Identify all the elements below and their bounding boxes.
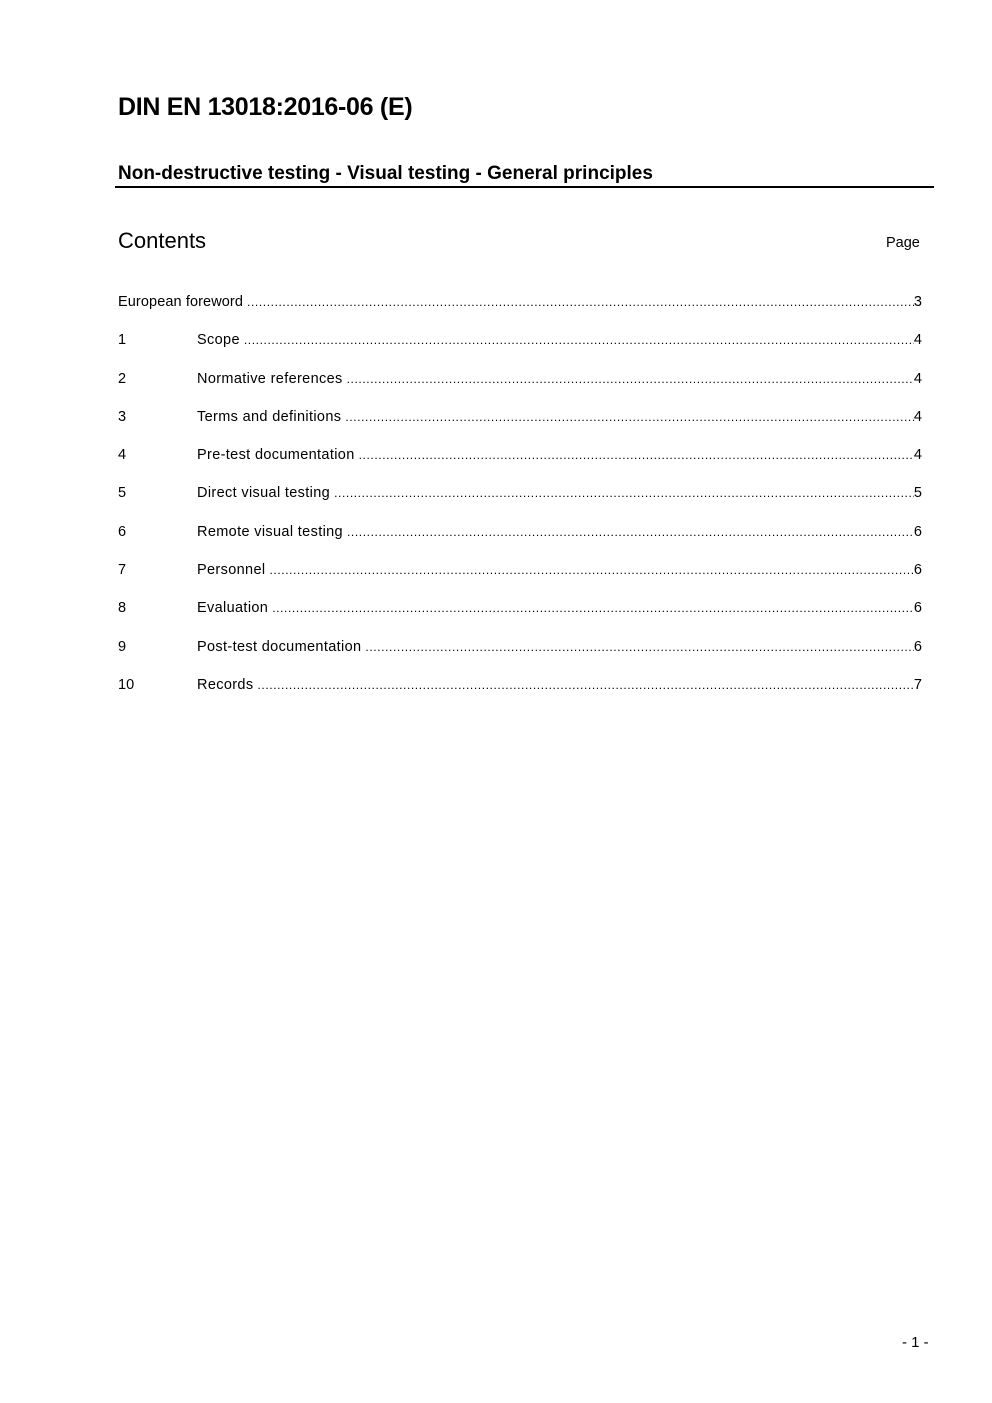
toc-entry-scope[interactable]	[118, 330, 922, 368]
toc-entry-page: 3	[913, 294, 922, 310]
toc-entry-page: 6	[913, 562, 922, 579]
toc-entry-page: 7	[913, 676, 922, 693]
toc-entry-title: Scope	[197, 332, 240, 349]
toc-entry-page: 6	[913, 600, 922, 617]
toc-entry-number: 9	[118, 638, 127, 655]
dot-leader	[334, 483, 914, 503]
dot-leader	[359, 445, 914, 465]
document-subtitle: Non-destructive testing - Visual testing - General principles	[118, 163, 653, 184]
toc-entry-number: 10	[118, 676, 135, 693]
dot-leader	[345, 407, 914, 427]
toc-entry-number: 7	[118, 562, 127, 579]
toc-entry-direct-visual-testing[interactable]	[118, 483, 922, 521]
toc-entry-page: 4	[913, 408, 922, 425]
dot-leader	[247, 292, 914, 312]
toc-entry-page: 6	[913, 638, 922, 655]
toc-entry-foreword[interactable]	[118, 292, 922, 330]
dot-leader	[272, 598, 914, 618]
toc-entry-terms-and-definitions[interactable]	[118, 407, 922, 445]
dot-leader	[244, 330, 914, 350]
toc-entry-page: 5	[913, 485, 922, 502]
toc-entry-title: Evaluation	[197, 600, 269, 617]
document-id: DIN EN 13018:2016-06 (E)	[118, 93, 413, 121]
contents-heading: Contents	[118, 228, 207, 253]
table-of-contents	[118, 292, 922, 713]
toc-entry-number: 4	[118, 447, 127, 464]
dot-leader	[257, 675, 913, 695]
toc-entry-records[interactable]	[118, 675, 922, 713]
toc-entry-number: 1	[118, 332, 127, 349]
toc-entry-title: Direct visual testing	[197, 485, 331, 502]
dot-leader	[347, 522, 914, 542]
toc-entry-title: Terms and definitions	[197, 408, 342, 425]
toc-entry-number: 6	[118, 523, 127, 540]
toc-entry-title: Pre-test documentation	[197, 447, 355, 464]
toc-entry-pre-test-documentation[interactable]	[118, 445, 922, 483]
toc-entry-number: 8	[118, 600, 127, 617]
dot-leader	[365, 637, 914, 657]
toc-entry-title: Normative references	[197, 370, 343, 387]
toc-entry-title: European foreword	[118, 294, 244, 310]
toc-entry-page: 4	[913, 370, 922, 387]
toc-entry-title: Personnel	[197, 562, 266, 579]
toc-entry-number: 3	[118, 408, 127, 425]
toc-entry-number: 5	[118, 485, 127, 502]
page-number: - 1 -	[902, 1334, 929, 1351]
toc-entry-number: 2	[118, 370, 127, 387]
toc-entry-remote-visual-testing[interactable]	[118, 522, 922, 560]
page-column-label: Page	[886, 235, 920, 251]
toc-entry-page: 4	[913, 447, 922, 464]
toc-entry-page: 4	[913, 332, 922, 349]
toc-entry-title: Records	[197, 676, 254, 693]
dot-leader	[347, 369, 914, 389]
toc-entry-title: Remote visual testing	[197, 523, 343, 540]
header-divider	[115, 186, 934, 188]
toc-entry-title: Post-test documentation	[197, 638, 362, 655]
toc-entry-post-test-documentation[interactable]	[118, 637, 922, 675]
dot-leader	[269, 560, 913, 580]
toc-entry-evaluation[interactable]	[118, 598, 922, 636]
toc-entry-personnel[interactable]	[118, 560, 922, 598]
toc-entry-page: 6	[913, 523, 922, 540]
toc-entry-normative-references[interactable]	[118, 369, 922, 407]
